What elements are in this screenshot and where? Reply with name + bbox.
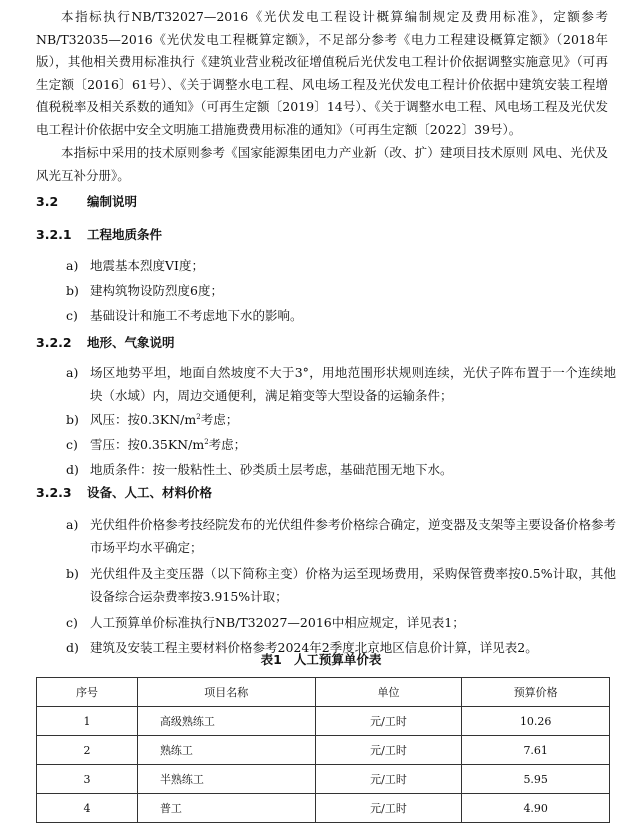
cell-price: 10.26: [462, 707, 610, 736]
list-item-text: 雪压：按0.35KN/m: [90, 437, 205, 452]
paragraph-technical-principles: 本指标中采用的技术原则参考《国家能源集团电力产业新（改、扩）建项目技术原则 风电、光伏及风光互补分册》。: [36, 145, 608, 183]
list-item-text: 地震基本烈度VI度；: [90, 258, 204, 273]
cell-price: 7.61: [462, 736, 610, 765]
section-title: 编制说明: [87, 194, 138, 209]
table-row: [37, 765, 610, 794]
prices-list: [36, 513, 616, 660]
section-number: 3.2: [36, 194, 59, 209]
table-row: [37, 736, 610, 765]
table-caption: [0, 650, 642, 668]
table-title: 人工预算单价表: [293, 652, 382, 667]
list-marker: b): [66, 283, 79, 298]
cell-no: 3: [37, 765, 138, 794]
section-heading-3-2-3: [36, 484, 212, 502]
cell-no: 1: [37, 707, 138, 736]
section-title: 工程地质条件: [87, 227, 163, 242]
cell-name: 普工: [137, 794, 315, 823]
table-row: [37, 794, 610, 823]
superscript: 2: [204, 437, 209, 446]
list-item: [36, 278, 616, 303]
list-item-text: 建筑及安装工程主要材料价格参考2024年2季度北京地区信息价计算，详见表2。: [90, 640, 538, 655]
section-number: 3.2.2: [36, 335, 72, 350]
header-unit: 单位: [315, 678, 462, 707]
list-marker: a): [66, 365, 79, 380]
list-item-text: 场区地势平坦，地面自然坡度不大于3°，用地范围形状规则连续，光伏子阵布置于一个连续地块（水域）内，周边交通便利，满足箱变等大型设备的运输条件；: [90, 365, 616, 403]
header-price: 预算价格: [462, 678, 610, 707]
list-item-text: 风压：按0.3KN/m: [90, 412, 197, 427]
table-number: 表1: [260, 652, 282, 667]
list-item: [36, 361, 616, 407]
cell-price: 5.95: [462, 765, 610, 794]
list-marker: b): [66, 412, 79, 427]
list-marker: c): [66, 437, 78, 452]
list-item-text: 建构筑物设防烈度6度；: [90, 283, 223, 298]
list-item: [36, 610, 616, 635]
list-item: [36, 303, 616, 328]
section-number: 3.2.3: [36, 485, 72, 500]
cell-no: 4: [37, 794, 138, 823]
list-item-text: 光伏组件及主变压器（以下简称主变）价格为运至现场费用，采购保管费率按0.5%计取，其他设备综合运杂费率按3.915%计取；: [90, 566, 616, 604]
list-marker: c): [66, 615, 78, 630]
cell-unit: 元/工时: [315, 794, 462, 823]
list-item: [36, 432, 616, 457]
section-title: 设备、人工、材料价格: [87, 485, 213, 500]
cell-name: 高级熟练工: [137, 707, 315, 736]
header-name: 项目名称: [137, 678, 315, 707]
list-marker: d): [66, 462, 79, 477]
section-title: 地形、气象说明: [87, 335, 175, 350]
list-item-text: 地质条件：按一般粘性土、砂类质土层考虑，基础范围无地下水。: [90, 462, 453, 477]
list-marker: a): [66, 258, 79, 273]
terrain-weather-list: [36, 361, 616, 482]
cell-name: 熟练工: [137, 736, 315, 765]
list-item-text: 考虑；: [208, 437, 247, 452]
geology-conditions-list: [36, 253, 616, 328]
cell-unit: 元/工时: [315, 707, 462, 736]
cell-no: 2: [37, 736, 138, 765]
list-item: [36, 407, 616, 432]
paragraph-standards: 本指标执行NB/T32027—2016《光伏发电工程设计概算编制规定及费用标准》，定额参考NB/T32035—2016《光伏发电工程概算定额》，不足部分参考《电力工程建设概算定额》（2018年版），其他相关费用标准执行《建筑业营业税改征增值税后光伏发电工程计价依据调整实施意见》（可再生定额〔2016〕61号）、《关于调整水电工程、风电场工程及光伏发电工程计价依据中建筑安装工程增值税税率及相关系数的通知》（可再生定额〔2019〕14号）、《关于调整水电工程、风电场工程及光伏发电工程计价依据中安全文明施工措施费费用标准的通知》（可再生定额〔2022〕39号）。: [36, 9, 608, 137]
list-item-text: 基础设计和施工不考虑地下水的影响。: [90, 308, 303, 323]
list-marker: d): [66, 640, 79, 655]
list-item-text: 人工预算单价标准执行NB/T32027—2016中相应规定，详见表1；: [90, 615, 465, 630]
cell-price: 4.90: [462, 794, 610, 823]
section-heading-3-2: [36, 193, 137, 211]
superscript: 2: [196, 412, 201, 421]
section-heading-3-2-2: [36, 334, 175, 352]
list-marker: a): [66, 517, 79, 532]
list-item: [36, 457, 616, 482]
list-item-text: 光伏组件价格参考技经院发布的光伏组件参考价格综合确定，逆变器及支架等主要设备价格参考市场平均水平确定；: [90, 517, 616, 555]
list-item: [36, 513, 616, 559]
section-heading-3-2-1: [36, 226, 162, 244]
list-item: [36, 253, 616, 278]
list-item-text: 考虑；: [200, 412, 239, 427]
cell-name: 半熟练工: [137, 765, 315, 794]
section-number: 3.2.1: [36, 227, 72, 242]
table-header-row: [37, 678, 610, 707]
list-marker: c): [66, 308, 78, 323]
list-marker: b): [66, 566, 79, 581]
table-row: [37, 707, 610, 736]
cell-unit: 元/工时: [315, 736, 462, 765]
list-item: [36, 562, 616, 608]
cell-unit: 元/工时: [315, 765, 462, 794]
header-no: 序号: [37, 678, 138, 707]
labor-cost-table: [36, 677, 610, 823]
